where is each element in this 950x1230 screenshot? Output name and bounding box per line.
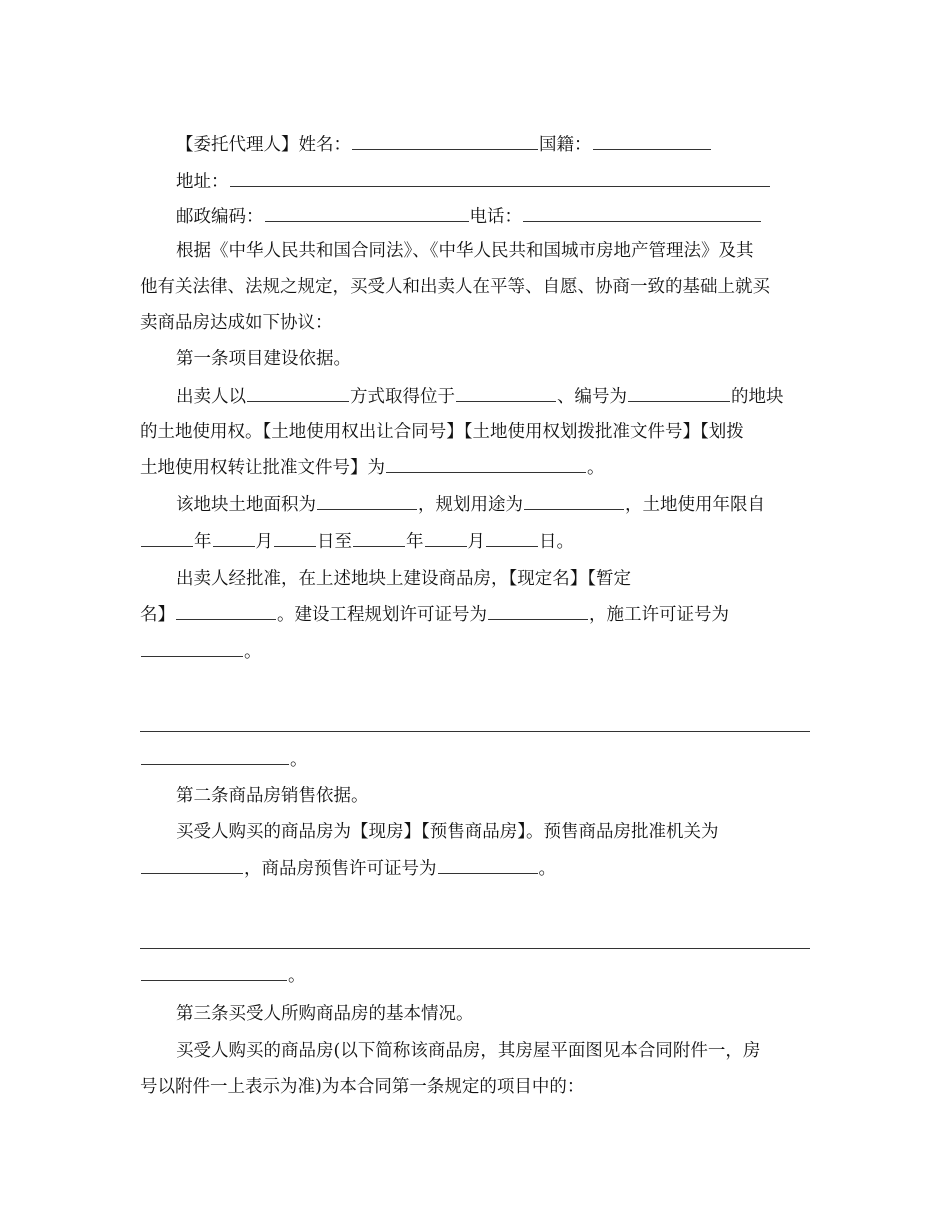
preamble-line-3: 卖商品房达成如下协议： bbox=[140, 313, 333, 333]
text-segment: 月 bbox=[255, 532, 273, 552]
start-year-blank bbox=[141, 545, 193, 547]
text-segment: 月 bbox=[467, 532, 485, 552]
text-segment: 。 bbox=[538, 859, 556, 879]
article-1-tail-blank bbox=[141, 763, 289, 765]
address-blank bbox=[230, 185, 770, 187]
nationality-label: 国籍： bbox=[539, 135, 592, 155]
end-month-blank bbox=[425, 545, 467, 547]
phone-blank bbox=[523, 220, 761, 222]
text-segment: 。 bbox=[290, 750, 308, 770]
article-3-p1-line2: 号以附件一上表示为准)为本合同第一条规定的项目中的： bbox=[140, 1077, 585, 1097]
article-1-p1-line3 bbox=[140, 460, 605, 478]
address-field-row bbox=[176, 174, 771, 192]
article-1-p2-line2 bbox=[140, 534, 574, 552]
text-segment: 日。 bbox=[539, 532, 574, 552]
article-2-p1-line2 bbox=[140, 861, 556, 879]
article-1-p3-line1: 出卖人经批准，在上述地块上建设商品房，【现定名】【暂定 bbox=[176, 569, 631, 589]
postcode-label: 邮政编码： bbox=[176, 207, 264, 227]
end-day-blank bbox=[486, 545, 538, 547]
agent-name-blank bbox=[352, 148, 538, 150]
text-segment: 。 bbox=[244, 642, 262, 662]
article-1-p1-line2: 的土地使用权。【土地使用权出让合同号】【土地使用权划拨批准文件号】【划拨 bbox=[140, 422, 744, 442]
postcode-phone-row bbox=[176, 209, 762, 227]
text-segment: 该地块土地面积为 bbox=[176, 495, 316, 515]
text-segment: 年 bbox=[406, 532, 424, 552]
text-segment: 的地块 bbox=[731, 387, 784, 407]
text-segment: 年 bbox=[194, 532, 212, 552]
text-segment: 土地使用权转让批准文件号】为 bbox=[140, 458, 385, 478]
text-segment: 出卖人以 bbox=[176, 387, 246, 407]
land-area-blank bbox=[317, 508, 417, 510]
article-1-title: 第一条项目建设依据。 bbox=[176, 349, 351, 369]
article-1-tail-line bbox=[140, 752, 308, 770]
text-segment: ，商品房预售许可证号为 bbox=[244, 859, 437, 879]
approval-authority-blank bbox=[141, 872, 243, 874]
text-segment: 名】 bbox=[140, 605, 175, 625]
construction-permit-blank bbox=[141, 655, 243, 657]
article-3-title: 第三条买受人所购商品房的基本情况。 bbox=[176, 1004, 474, 1024]
planned-use-blank bbox=[524, 508, 624, 510]
article-1-p3-line3 bbox=[140, 644, 262, 662]
location-blank bbox=[456, 400, 556, 402]
text-segment: 。建设工程规划许可证号为 bbox=[277, 605, 487, 625]
parcel-number-blank bbox=[628, 400, 730, 402]
presale-permit-blank bbox=[438, 872, 538, 874]
address-label: 地址： bbox=[176, 172, 229, 192]
article-1-p2-line1 bbox=[176, 497, 765, 515]
text-segment: 、编号为 bbox=[557, 387, 627, 407]
acquisition-method-blank bbox=[247, 400, 349, 402]
article-2-tail-blank bbox=[141, 979, 287, 981]
text-segment: 方式取得位于 bbox=[350, 387, 455, 407]
phone-label: 电话： bbox=[469, 207, 522, 227]
text-segment: ，规划用途为 bbox=[418, 495, 523, 515]
article-1-full-width-blank bbox=[140, 731, 810, 732]
article-2-full-width-blank bbox=[140, 948, 810, 949]
text-segment: 。 bbox=[587, 458, 605, 478]
end-year-blank bbox=[353, 545, 405, 547]
article-3-p1-line1: 买受人购买的商品房(以下简称该商品房，其房屋平面图见本合同附件一，房 bbox=[176, 1041, 761, 1061]
nationality-blank bbox=[593, 148, 711, 150]
preamble-line-2: 他有关法律、法规之规定，买受人和出卖人在平等、自愿、协商一致的基础上就买 bbox=[140, 277, 770, 297]
postcode-blank bbox=[265, 220, 469, 222]
text-segment: 日至 bbox=[317, 532, 352, 552]
text-segment: ，施工许可证号为 bbox=[589, 605, 729, 625]
planning-permit-blank bbox=[488, 618, 588, 620]
article-2-title: 第二条商品房销售依据。 bbox=[176, 786, 369, 806]
article-2-tail-line bbox=[140, 968, 306, 986]
start-day-blank bbox=[274, 545, 316, 547]
start-month-blank bbox=[213, 545, 255, 547]
article-1-p1-line1 bbox=[176, 389, 784, 407]
project-name-blank bbox=[176, 618, 276, 620]
article-2-p1-line1: 买受人购买的商品房为【现房】【预售商品房】。预售商品房批准机关为 bbox=[176, 822, 719, 842]
agent-field-row bbox=[176, 137, 712, 155]
approval-number-blank bbox=[386, 471, 586, 473]
text-segment: 。 bbox=[288, 966, 306, 986]
preamble-line-1: 根据《中华人民共和国合同法》、《中华人民共和国城市房地产管理法》及其 bbox=[176, 241, 754, 261]
text-segment: ，土地使用年限自 bbox=[625, 495, 765, 515]
article-1-p3-line2 bbox=[140, 607, 729, 625]
agent-label: 【委托代理人】姓名： bbox=[176, 135, 351, 155]
